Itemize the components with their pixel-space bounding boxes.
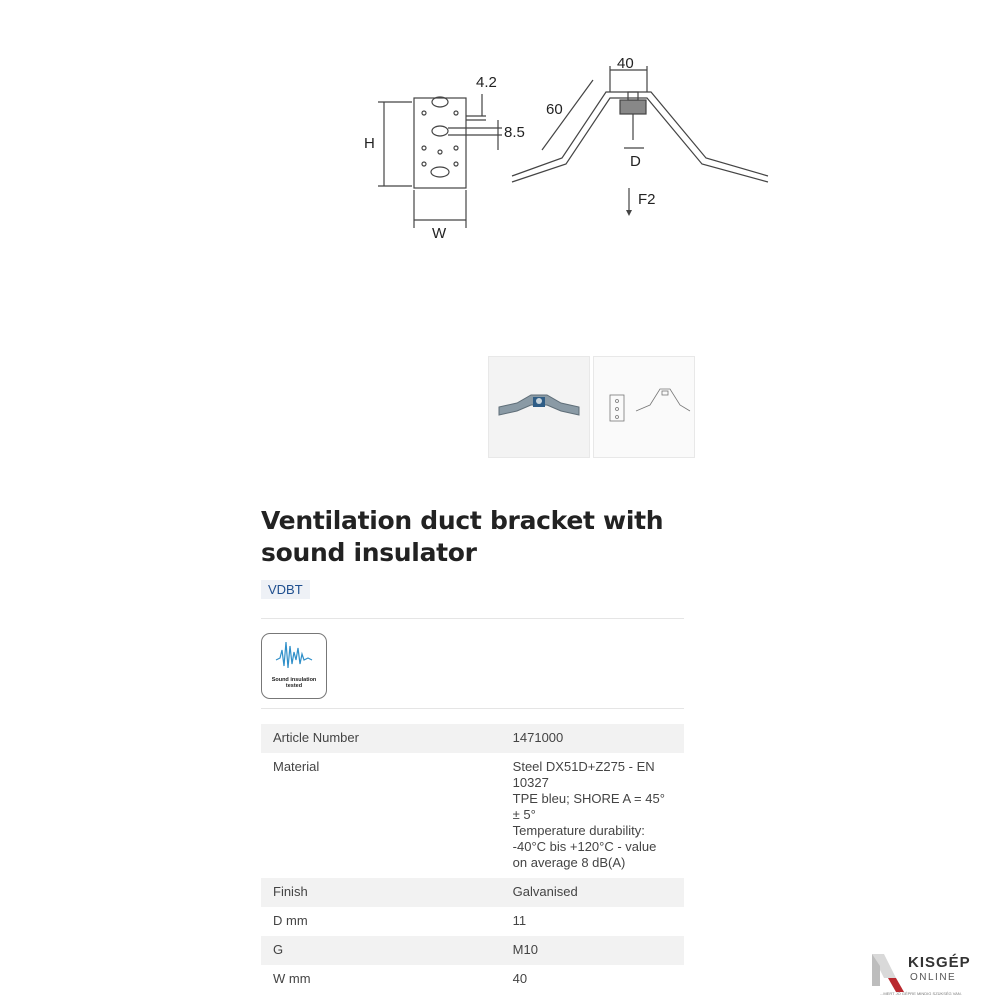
image-thumbnails	[488, 356, 700, 456]
drawing-thumbnail[interactable]	[593, 356, 695, 458]
dim-arm-length: 60	[546, 101, 563, 118]
spec-row	[261, 753, 684, 878]
spec-value: M10	[501, 936, 684, 965]
dim-force: F2	[638, 191, 656, 208]
badge-label: Sound insulation tested	[271, 677, 317, 689]
product-photo-thumbnail[interactable]	[488, 356, 590, 458]
spec-row	[261, 965, 684, 994]
kisgep-watermark	[866, 944, 1000, 1000]
spec-key: Material	[273, 759, 320, 774]
spec-key: W mm	[273, 971, 311, 986]
divider	[261, 618, 684, 619]
spec-key: G	[261, 936, 501, 965]
logo-brand-bottom: ONLINE	[910, 972, 957, 983]
product-code-badge: VDBT	[261, 580, 310, 599]
spec-value: 1471000	[501, 724, 684, 753]
spec-key: D mm	[273, 913, 308, 928]
product-title: Ventilation duct bracket with sound insulator	[261, 506, 664, 567]
logo-accent	[888, 978, 904, 992]
logo-brand-top: KISGÉP	[908, 954, 971, 971]
drawing-thumbnail-icon	[594, 357, 694, 457]
kisgep-logo	[866, 944, 1000, 1000]
dim-hole-small: 4.2	[476, 74, 497, 91]
technical-drawing	[340, 40, 800, 260]
spec-key: Article Number	[261, 724, 501, 753]
dim-width: W	[432, 225, 447, 242]
spec-row	[261, 724, 684, 753]
sound-wave-icon	[262, 634, 326, 676]
dim-hole-large: 8.5	[504, 124, 525, 141]
divider	[261, 708, 684, 709]
dim-top-width: 40	[617, 55, 634, 72]
spec-key: Finish	[261, 878, 501, 907]
spec-value: Steel DX51D+Z275 - EN 10327 TPE bleu; SHORE A = 45° ± 5° Temperature durability: -40°C bis +120°C - value on average 8 dB(A)	[512, 759, 665, 870]
spec-value: 40	[512, 971, 528, 986]
logo-tagline: ...MERT JÓ GÉPRE MINDIG SZÜKSÉG VAN.	[880, 991, 962, 996]
spec-value: 11	[512, 913, 527, 928]
spec-row	[261, 878, 684, 907]
sound-insulation-badge	[261, 633, 327, 699]
dim-thread: D	[630, 153, 641, 170]
dim-height: H	[364, 135, 375, 152]
spec-value: Galvanised	[501, 878, 684, 907]
bracket-photo-icon	[489, 357, 589, 457]
spec-row	[261, 907, 684, 936]
spec-row	[261, 936, 684, 965]
specifications-table	[261, 724, 684, 994]
bracket-front-view	[414, 98, 466, 188]
